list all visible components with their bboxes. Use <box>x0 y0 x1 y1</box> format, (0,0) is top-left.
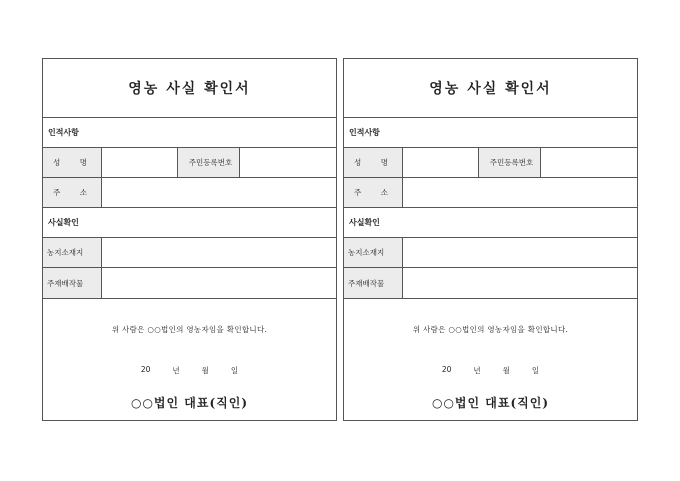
name-label: 성 명 <box>344 148 403 177</box>
confirmation-form-right <box>343 58 638 421</box>
main-crop-label: 주재배작물 <box>43 268 102 298</box>
name-row <box>344 148 637 178</box>
confirmation-body <box>43 299 336 429</box>
land-row <box>344 238 637 268</box>
confirmation-statement: 위 사람은 ○○법인의 영농자임을 확인합니다. <box>412 325 569 334</box>
date-day-unit: 일 <box>531 366 540 375</box>
rrn-field[interactable] <box>240 148 336 177</box>
address-field[interactable] <box>102 178 336 207</box>
address-row <box>43 178 336 208</box>
form-title: 영농 사실 확인서 <box>43 59 336 118</box>
address-field[interactable] <box>403 178 637 207</box>
name-row <box>43 148 336 178</box>
address-row <box>344 178 637 208</box>
address-label: 주 소 <box>344 178 403 207</box>
date-month-unit: 월 <box>201 366 209 375</box>
name-field[interactable] <box>403 148 479 177</box>
main-crop-field[interactable] <box>102 268 336 298</box>
rrn-field[interactable] <box>541 148 637 177</box>
date-year: 20 <box>441 365 452 374</box>
main-crop-field[interactable] <box>403 268 637 298</box>
section-personal-info: 인적사항 <box>43 118 336 148</box>
signer-line: ○○법인 대표(직인) <box>130 396 249 410</box>
date-line <box>344 365 637 376</box>
rrn-label: 주민등록번호 <box>178 148 240 177</box>
name-field[interactable] <box>102 148 178 177</box>
form-title: 영농 사실 확인서 <box>344 59 637 118</box>
rrn-label: 주민등록번호 <box>479 148 541 177</box>
land-row <box>43 238 336 268</box>
crop-row <box>344 268 637 299</box>
main-crop-label: 주재배작물 <box>344 268 403 298</box>
date-year: 20 <box>140 365 151 374</box>
confirmation-statement: 위 사람은 ○○법인의 영농자임을 확인합니다. <box>111 325 268 334</box>
section-fact-check: 사실확인 <box>344 208 637 238</box>
land-location-field[interactable] <box>403 238 637 267</box>
date-day-unit: 일 <box>230 366 239 375</box>
section-fact-check: 사실확인 <box>43 208 336 238</box>
date-line <box>43 365 336 376</box>
address-label: 주 소 <box>43 178 102 207</box>
confirmation-body <box>344 299 637 429</box>
date-month-unit: 월 <box>502 366 510 375</box>
date-year-unit: 년 <box>473 366 481 375</box>
date-year-unit: 년 <box>172 366 180 375</box>
name-label: 성 명 <box>43 148 102 177</box>
land-location-label: 농지소재지 <box>344 238 403 267</box>
signer-line: ○○법인 대표(직인) <box>431 396 550 410</box>
section-personal-info: 인적사항 <box>344 118 637 148</box>
land-location-label: 농지소재지 <box>43 238 102 267</box>
crop-row <box>43 268 336 299</box>
confirmation-form-left <box>42 58 337 421</box>
land-location-field[interactable] <box>102 238 336 267</box>
